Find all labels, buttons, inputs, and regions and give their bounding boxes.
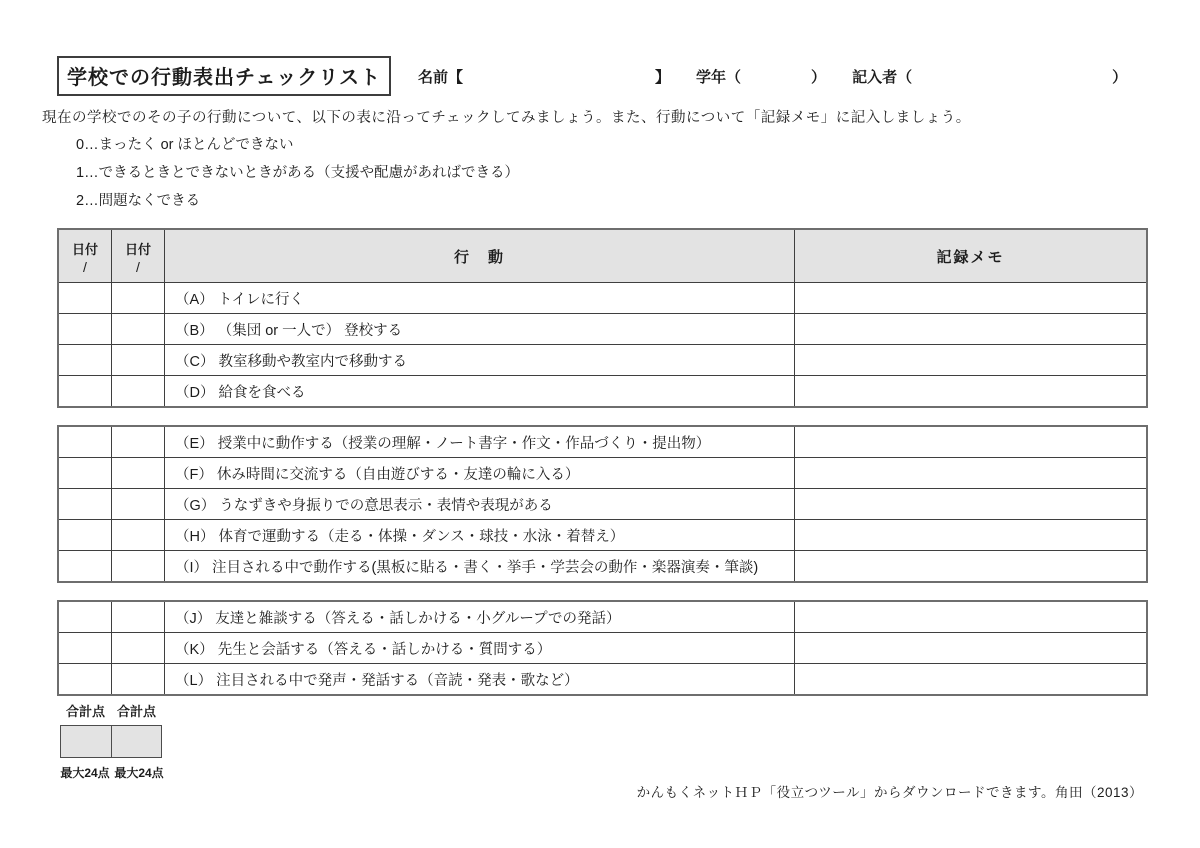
date-score-cell[interactable] [59, 345, 112, 375]
memo-cell[interactable] [795, 376, 1146, 406]
total-score-box[interactable] [112, 726, 162, 757]
total-score-label: 合計点 [65, 704, 105, 719]
scale-item-1: 1…できるときとできないときがある（支援や配慮があればできる） [76, 165, 520, 181]
instruction-text: 現在の学校でのその子の行動について、以下の表に沿ってチェックしてみましょう。また、行動について「記録メモ」に記入しましょう。 [42, 110, 971, 126]
recorder-label: 記入者（ [852, 68, 913, 86]
behavior-label: （C） 教室移動や教室内で移動する [165, 345, 795, 375]
checklist-tables [57, 228, 1148, 713]
scale-item-2: 2…問題なくできる [76, 193, 201, 209]
date-score-cell[interactable] [59, 551, 112, 581]
table-row [59, 551, 1146, 581]
memo-cell[interactable] [795, 283, 1146, 313]
date-score-cell[interactable] [112, 283, 165, 313]
total-score-label: 合計点 [116, 704, 156, 719]
date-score-cell[interactable] [112, 489, 165, 519]
table-row [59, 376, 1146, 406]
table-row [59, 520, 1146, 551]
scale-item-0: 0…まったく or ほとんどできない [76, 137, 294, 153]
table-section-1 [57, 228, 1148, 408]
date-score-cell[interactable] [112, 458, 165, 488]
total-score-boxes [60, 725, 162, 758]
behavior-label: （B） （集団 or 一人で） 登校する [165, 314, 795, 344]
date-score-cell[interactable] [112, 427, 165, 457]
date-score-cell[interactable] [112, 633, 165, 663]
date-score-cell[interactable] [112, 345, 165, 375]
date-slash: / [136, 258, 140, 275]
grade-label: 学年（ [696, 68, 742, 86]
behavior-label: （F） 休み時間に交流する（自由遊びする・友達の輪に入る） [165, 458, 795, 488]
date-score-cell[interactable] [59, 489, 112, 519]
recorder-field[interactable] [912, 66, 1112, 86]
date-score-cell[interactable] [112, 602, 165, 632]
behavior-label: （L） 注目される中で発声・発話する（音読・発表・歌など） [165, 664, 795, 694]
date-header-label: 日付 [71, 241, 98, 257]
date-slash: / [83, 258, 87, 275]
recorder-close-paren: ） [1112, 68, 1128, 86]
spacer [391, 66, 418, 86]
date-score-cell[interactable] [59, 314, 112, 344]
table-row [59, 427, 1146, 458]
date-score-cell[interactable] [59, 427, 112, 457]
date-score-cell[interactable] [112, 551, 165, 581]
date-score-cell[interactable] [59, 520, 112, 550]
max-score-label: 最大24点 [60, 766, 110, 780]
memo-cell[interactable] [795, 520, 1146, 550]
date-score-cell[interactable] [59, 633, 112, 663]
date-score-cell[interactable] [112, 376, 165, 406]
form-header [57, 56, 1127, 96]
date-score-cell[interactable] [59, 458, 112, 488]
date-header-cell[interactable] [112, 230, 165, 282]
behavior-label: （E） 授業中に動作する（授業の理解・ノート書字・作文・作品づくり・提出物） [165, 427, 795, 457]
table-row [59, 633, 1146, 664]
memo-cell[interactable] [795, 489, 1146, 519]
name-field[interactable] [463, 66, 655, 86]
date-header-cell[interactable] [59, 230, 112, 282]
memo-cell[interactable] [795, 314, 1146, 344]
date-score-cell[interactable] [112, 664, 165, 694]
memo-cell[interactable] [795, 633, 1146, 663]
table-row [59, 283, 1146, 314]
behavior-label: （J） 友達と雑談する（答える・話しかける・小グループでの発話） [165, 602, 795, 632]
behavior-label: （H） 体育で運動する（走る・体操・ダンス・球技・水泳・着替え） [165, 520, 795, 550]
table-section-2 [57, 425, 1148, 583]
memo-cell[interactable] [795, 345, 1146, 375]
date-score-cell[interactable] [59, 602, 112, 632]
page-title: 学校での行動表出チェックリスト [57, 56, 391, 96]
table-row [59, 458, 1146, 489]
behavior-label: （A） トイレに行く [165, 283, 795, 313]
behavior-column-header: 行 動 [165, 230, 795, 282]
spacer [826, 66, 852, 86]
behavior-label: （D） 給食を食べる [165, 376, 795, 406]
grade-close-paren: ） [811, 68, 827, 86]
table-row [59, 489, 1146, 520]
rating-scale-list [76, 131, 519, 215]
date-score-cell[interactable] [59, 664, 112, 694]
date-score-cell[interactable] [59, 283, 112, 313]
date-score-cell[interactable] [112, 520, 165, 550]
memo-cell[interactable] [795, 602, 1146, 632]
max-score-label: 最大24点 [114, 766, 164, 780]
memo-column-header: 記録メモ [936, 248, 1005, 266]
footer-credit: かんもくネットＨＰ「役立つツール」からダウンロードできます。角田（2013） [636, 785, 1143, 800]
grade-field[interactable] [741, 66, 811, 86]
memo-cell[interactable] [795, 664, 1146, 694]
table-row [59, 345, 1146, 376]
behavior-label: （K） 先生と会話する（答える・話しかける・質問する） [165, 633, 795, 663]
date-score-cell[interactable] [59, 376, 112, 406]
total-score-box[interactable] [61, 726, 112, 757]
table-section-3 [57, 600, 1148, 696]
behavior-label: （G） うなずきや身振りでの意思表示・表情や表現がある [165, 489, 795, 519]
memo-cell[interactable] [795, 458, 1146, 488]
memo-cell[interactable] [795, 551, 1146, 581]
date-header-label: 日付 [124, 241, 151, 257]
memo-cell[interactable] [795, 427, 1146, 457]
table-row [59, 314, 1146, 345]
spacer [670, 66, 696, 86]
totals-block [60, 701, 180, 781]
table-row [59, 664, 1146, 694]
behavior-label: （I） 注目される中で動作する(黒板に貼る・書く・挙手・学芸会の動作・楽器演奏・筆談) [165, 551, 795, 581]
name-close-bracket: 】 [655, 68, 671, 86]
date-score-cell[interactable] [112, 314, 165, 344]
table-row [59, 602, 1146, 633]
table-header-row [59, 230, 1146, 283]
name-label: 名前【 [418, 68, 464, 86]
